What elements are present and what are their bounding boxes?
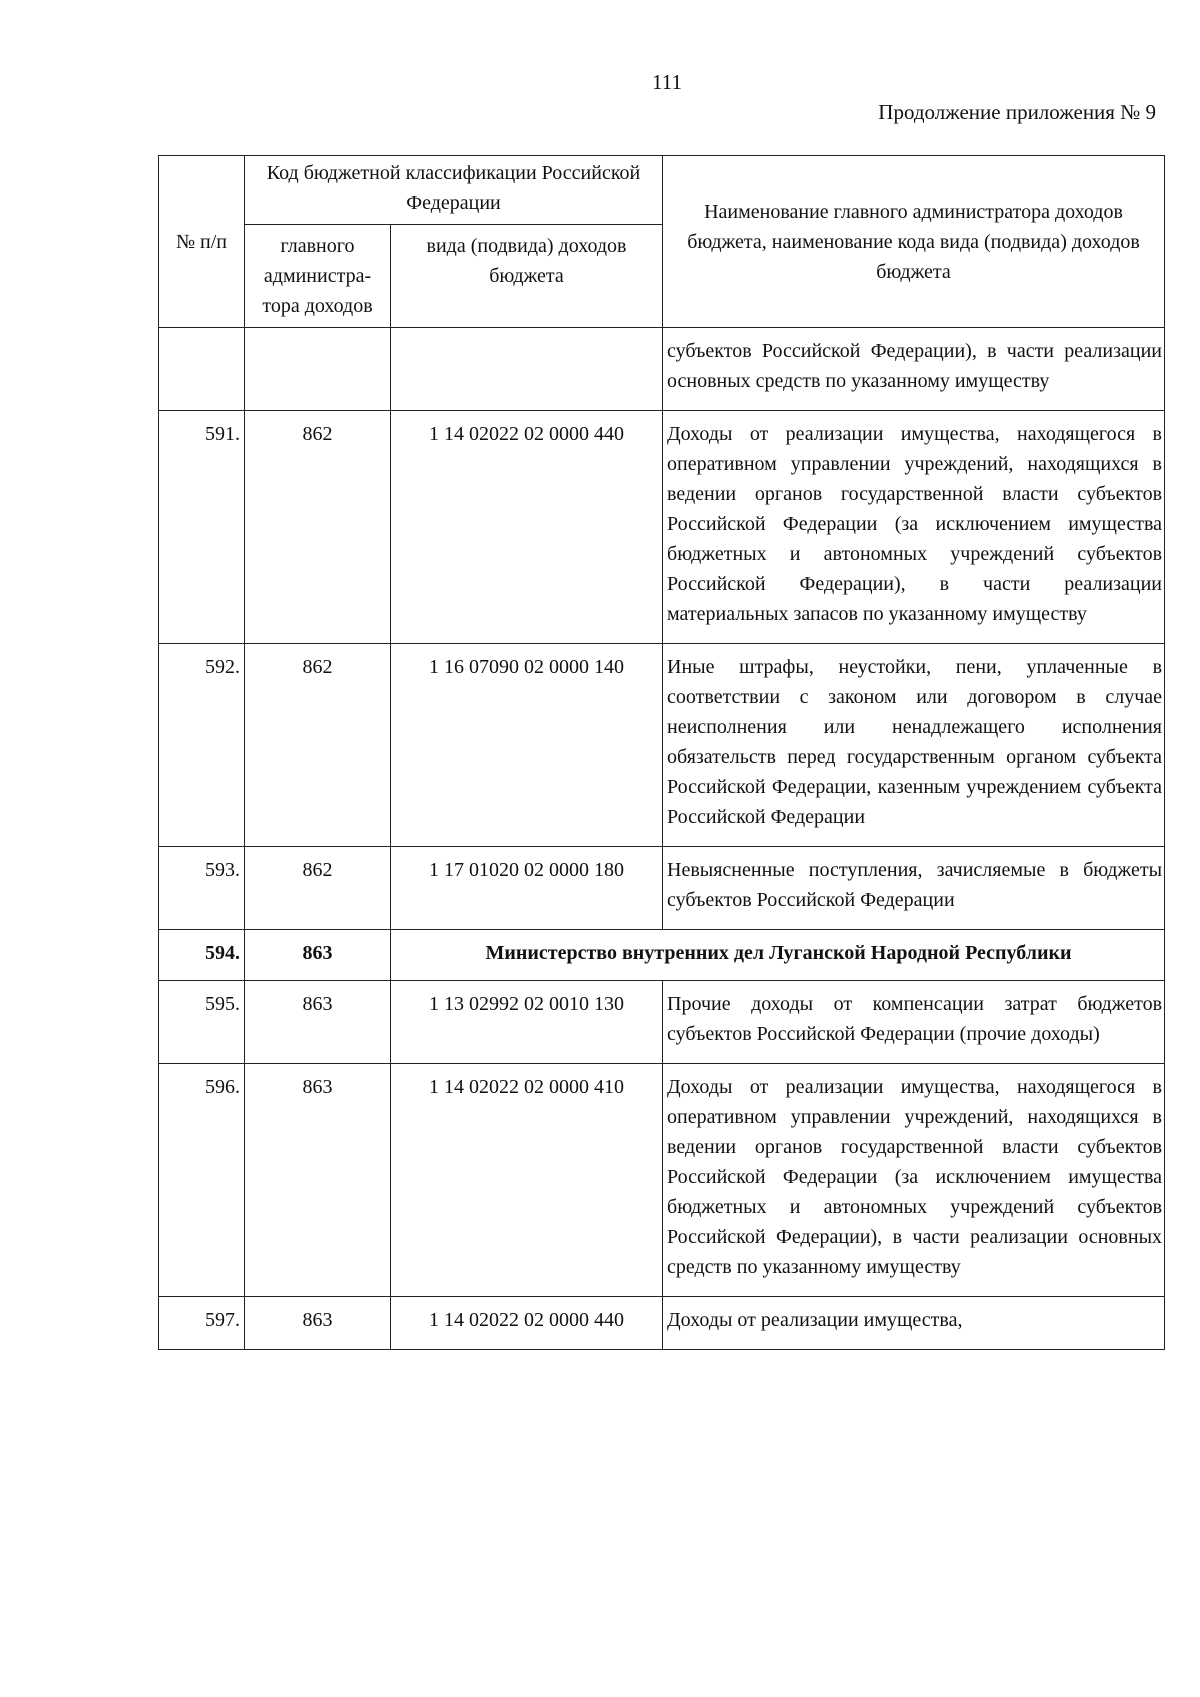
- table-row: [159, 1297, 1165, 1350]
- header-name: Наименование главного администратора доходов бюджета, наименование кода вида (подвида) доходов бюджета: [663, 156, 1165, 328]
- row-description: Иные штрафы, неустойки, пени, уплаченные в соответствии с законом или договором в случае неисполнения или ненадлежащего исполнения обязательств перед государственным органом субъекта Российской Федерации, казенным учреждением субъекта Российской Федерации: [663, 644, 1165, 847]
- row-description: субъектов Российской Федерации), в части реализации основных средств по указанному имуществу: [663, 328, 1165, 411]
- row-admin-code: 863: [245, 1064, 391, 1297]
- row-admin-code: [245, 328, 391, 411]
- row-admin-code: 862: [245, 847, 391, 930]
- row-revenue-code: 1 14 02022 02 0000 410: [391, 1064, 663, 1297]
- row-revenue-code: 1 16 07090 02 0000 140: [391, 644, 663, 847]
- row-revenue-code: 1 14 02022 02 0000 440: [391, 411, 663, 644]
- row-description: Доходы от реализации имущества, находящегося в оперативном управлении учреждений, находящихся в ведении органов государственной власти субъектов Российской Федерации (за исключением имущества бюджетных и автономных учреждений субъектов Российской Федерации), в части реализации материальных запасов по указанному имуществу: [663, 411, 1165, 644]
- appendix-subtitle: Продолжение приложения № 9: [878, 100, 1156, 124]
- header-code-group: Код бюджетной классификации Российской Федерации: [245, 156, 663, 225]
- header-code: вида (подвида) доходов бюджета: [391, 225, 663, 328]
- row-revenue-code: 1 14 02022 02 0000 440: [391, 1297, 663, 1350]
- table-header: [159, 156, 1165, 328]
- table-row: [159, 1064, 1165, 1297]
- table-row: [159, 847, 1165, 930]
- row-number: 596.: [159, 1064, 245, 1297]
- row-revenue-code: 1 17 01020 02 0000 180: [391, 847, 663, 930]
- table-row: [159, 981, 1165, 1064]
- row-admin-code: 863: [245, 1297, 391, 1350]
- row-description: Невыясненные поступления, зачисляемые в бюджеты субъектов Российской Федерации: [663, 847, 1165, 930]
- row-number: 595.: [159, 981, 245, 1064]
- row-number: 592.: [159, 644, 245, 847]
- row-admin-code: 862: [245, 411, 391, 644]
- row-number: 597.: [159, 1297, 245, 1350]
- table-body: [159, 328, 1165, 1350]
- row-description: Доходы от реализации имущества, находящегося в оперативном управлении учреждений, находящихся в ведении органов государственной власти субъектов Российской Федерации (за исключением имущества бюджетных и автономных учреждений субъектов Российской Федерации), в части реализации основных средств по указанному имуществу: [663, 1064, 1165, 1297]
- row-revenue-code: 1 13 02992 02 0010 130: [391, 981, 663, 1064]
- table-row: [159, 930, 1165, 981]
- table-row: [159, 328, 1165, 411]
- row-section-title: Министерство внутренних дел Луганской Народной Республики: [391, 930, 1165, 981]
- table-row: [159, 411, 1165, 644]
- row-number: 594.: [159, 930, 245, 981]
- row-admin-code: 863: [245, 981, 391, 1064]
- row-number: 593.: [159, 847, 245, 930]
- row-revenue-code: [391, 328, 663, 411]
- row-description: Доходы от реализации имущества,: [663, 1297, 1165, 1350]
- header-num: № п/п: [159, 156, 245, 328]
- row-admin-code: 863: [245, 930, 391, 981]
- row-description: Прочие доходы от компенсации затрат бюджетов субъектов Российской Федерации (прочие доходы): [663, 981, 1165, 1064]
- page-number: 111: [652, 70, 682, 94]
- row-number: [159, 328, 245, 411]
- row-number: 591.: [159, 411, 245, 644]
- header-admin: главного администра-тора доходов: [245, 225, 391, 328]
- row-admin-code: 862: [245, 644, 391, 847]
- table-row: [159, 644, 1165, 847]
- revenue-classification-table: [158, 155, 1165, 1350]
